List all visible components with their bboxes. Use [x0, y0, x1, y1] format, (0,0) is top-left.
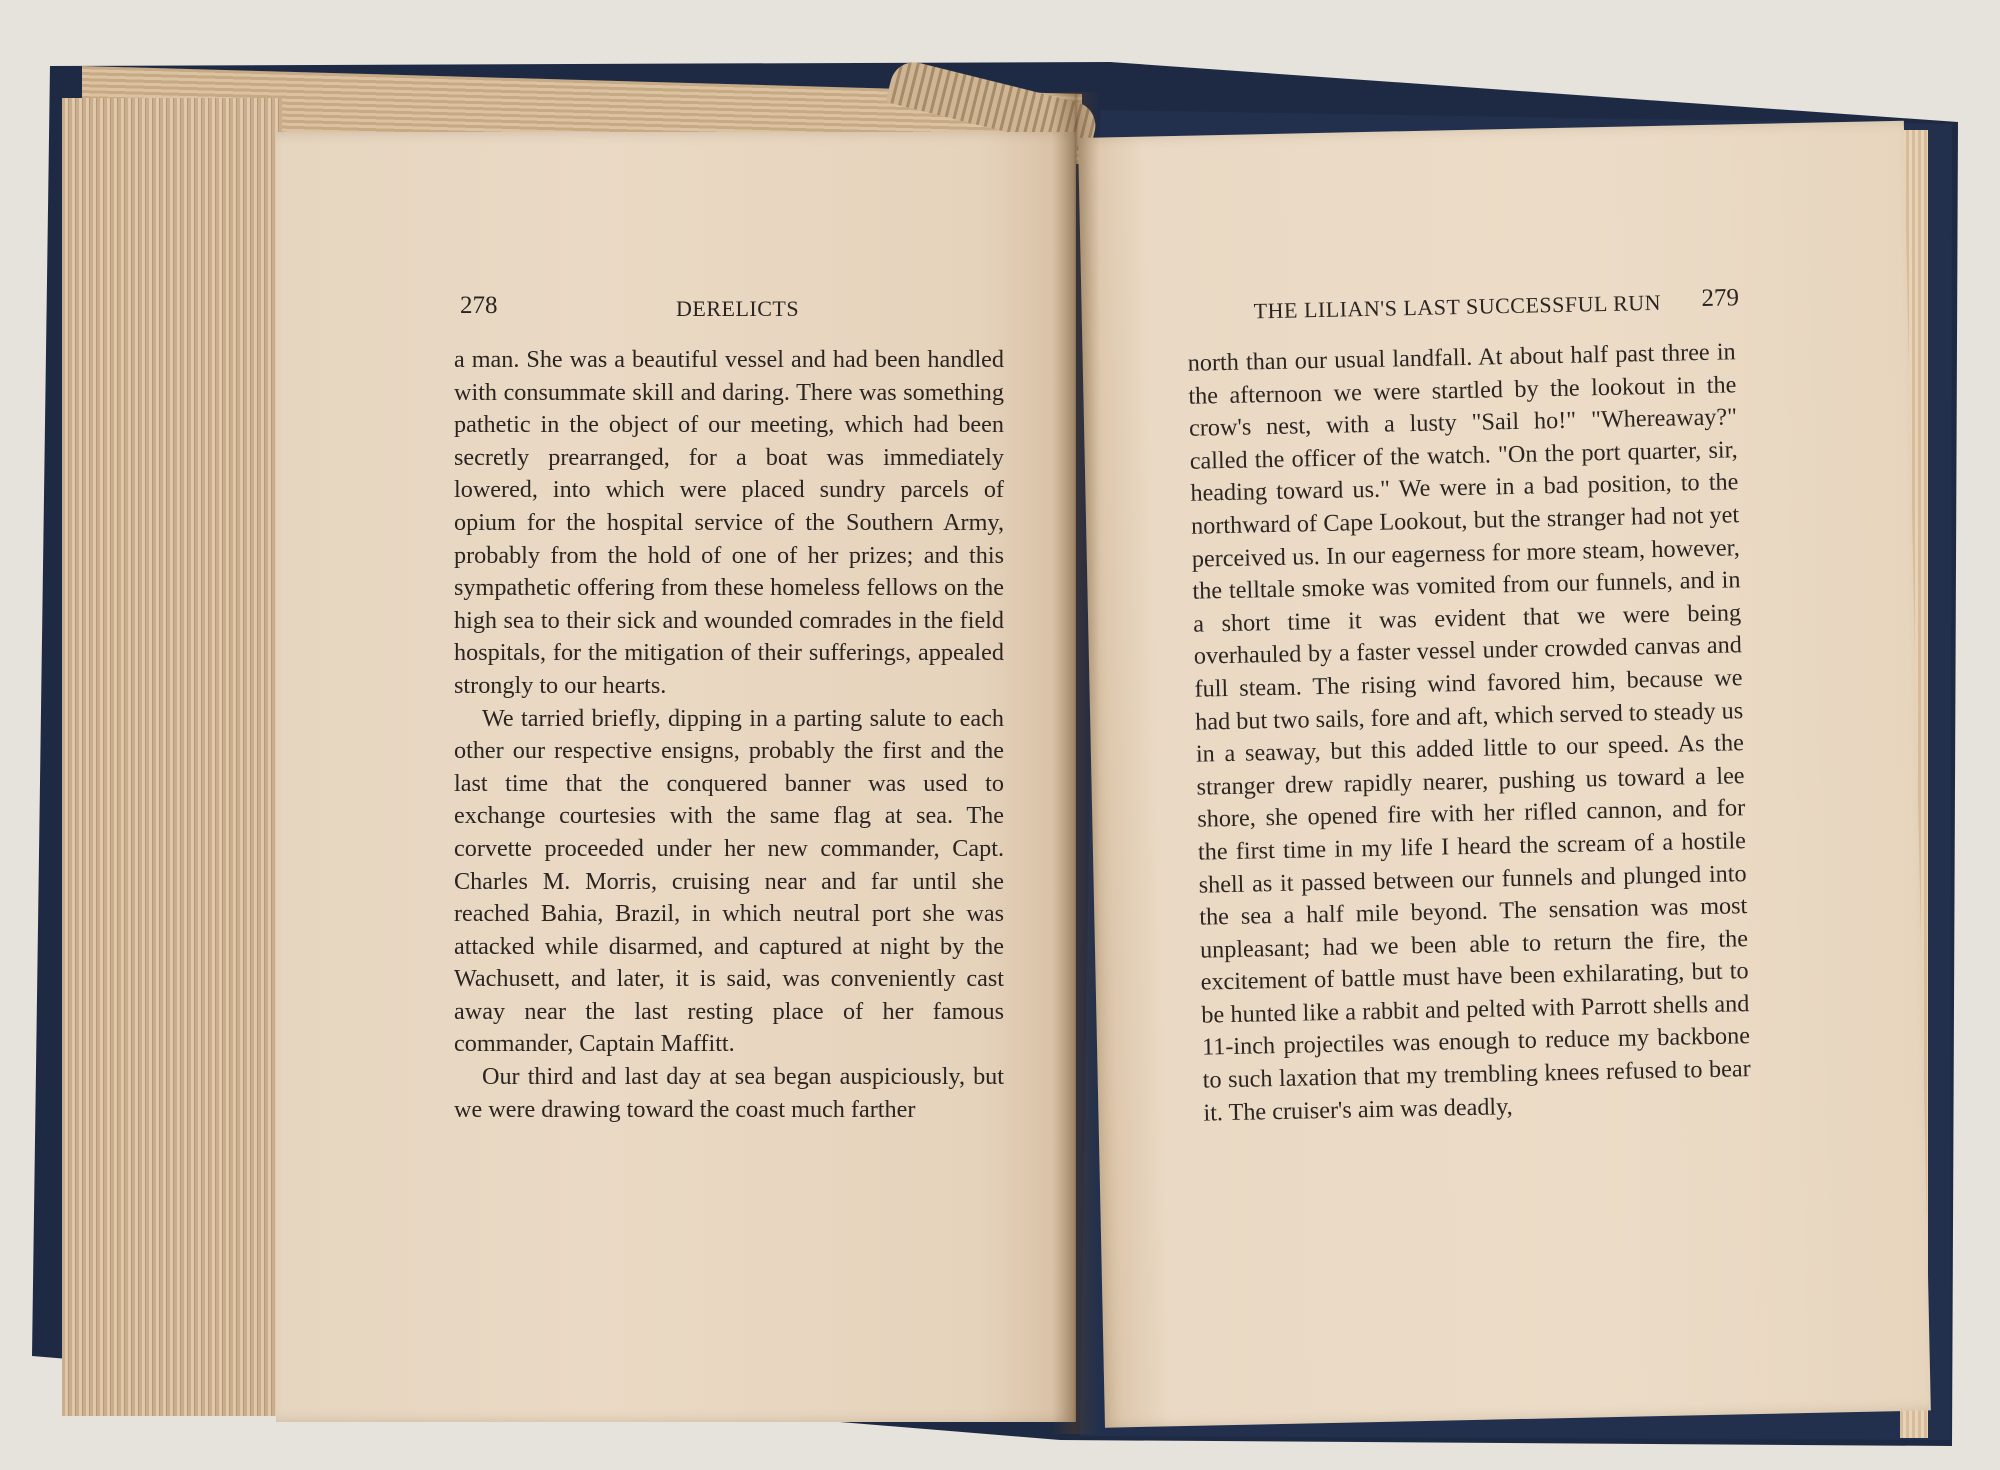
- paragraph: Our third and last day at sea began auspiciously, but we were drawing toward the coast much farther: [454, 1063, 1004, 1123]
- paragraph: a man. She was a beautiful vessel and had been handled with consummate skill and daring. There was something pathetic in the object of our meeting, which had been secretly prearranged, for a boat was immediately lowered, into which were placed sundry parcels of opium for the hospital service of the Southern Army, probably from the hold of one of her prizes; and this sympathetic offering from these homeless fellows on the high sea to their sick and wounded comrades in the field hospitals, for the mitigation of their sufferings, appealed strongly to our hearts.: [454, 346, 1004, 699]
- paragraph: north than our usual landfall. At about half past three in the afternoon we were startled by the lookout in the crow's nest, with a lusty "Sail ho!" "Whereaway?" called the officer of the watch. "On the port quarter, sir, heading toward us." We were in a bad position, to the northward of Cape Lookout, but the stranger had not yet perceived us. In our eagerness for more steam, however, the telltale smoke was vomited from our funnels, and in a short time it was evident that we were being overhauled by a faster vessel under crowded canvas and full steam. The rising wind favored him, because we had but two sails, fore and aft, which served to steady us in a seaway, but this added little to our speed. As the stranger drew rapidly nearer, pushing us toward a lee shore, she opened fire with her rifled cannon, and for the first time in my life I heard the scream of a hostile shell as it passed between our funnels and plunged into the sea a half mile beyond. The sensation was most unpleasant; had we been able to return the fire, the excitement of battle must have been exhilarating, but to be hunted like a rabbit and pelted with Parrott shells and 11-inch projectiles was enough to reduce my backbone to such laxation that my trembling knees refused to bear it. The cruiser's aim was deadly,: [1187, 338, 1751, 1127]
- right-page: [1078, 121, 1931, 1428]
- left-page-text: [454, 344, 1004, 1126]
- book-gutter: [1052, 92, 1100, 1434]
- paragraph: We tarried briefly, dipping in a parting salute to each other our respective ensigns, probably the first and the last time that the conquered banner was used to exchange courtesies with the same flag at sea. The corvette proceeded under her new commander, Capt. Charles M. Morris, cruising near and far until she reached Bahia, Brazil, in which neutral port she was attacked while disarmed, and captured at night by the Wachusett, and later, it is said, was conveniently cast away near the last resting place of her famous commander, Captain Maffitt.: [454, 704, 1004, 1058]
- right-page-text: [1187, 336, 1751, 1130]
- page-edges-left: [62, 98, 282, 1416]
- running-head-right: THE LILIAN'S LAST SUCCESSFUL RUN: [1253, 289, 1662, 324]
- left-page: [276, 132, 1076, 1422]
- page-number-right: 279: [1701, 284, 1740, 312]
- running-head-left: DERELICTS: [676, 296, 800, 321]
- page-number-left: 278: [460, 292, 498, 319]
